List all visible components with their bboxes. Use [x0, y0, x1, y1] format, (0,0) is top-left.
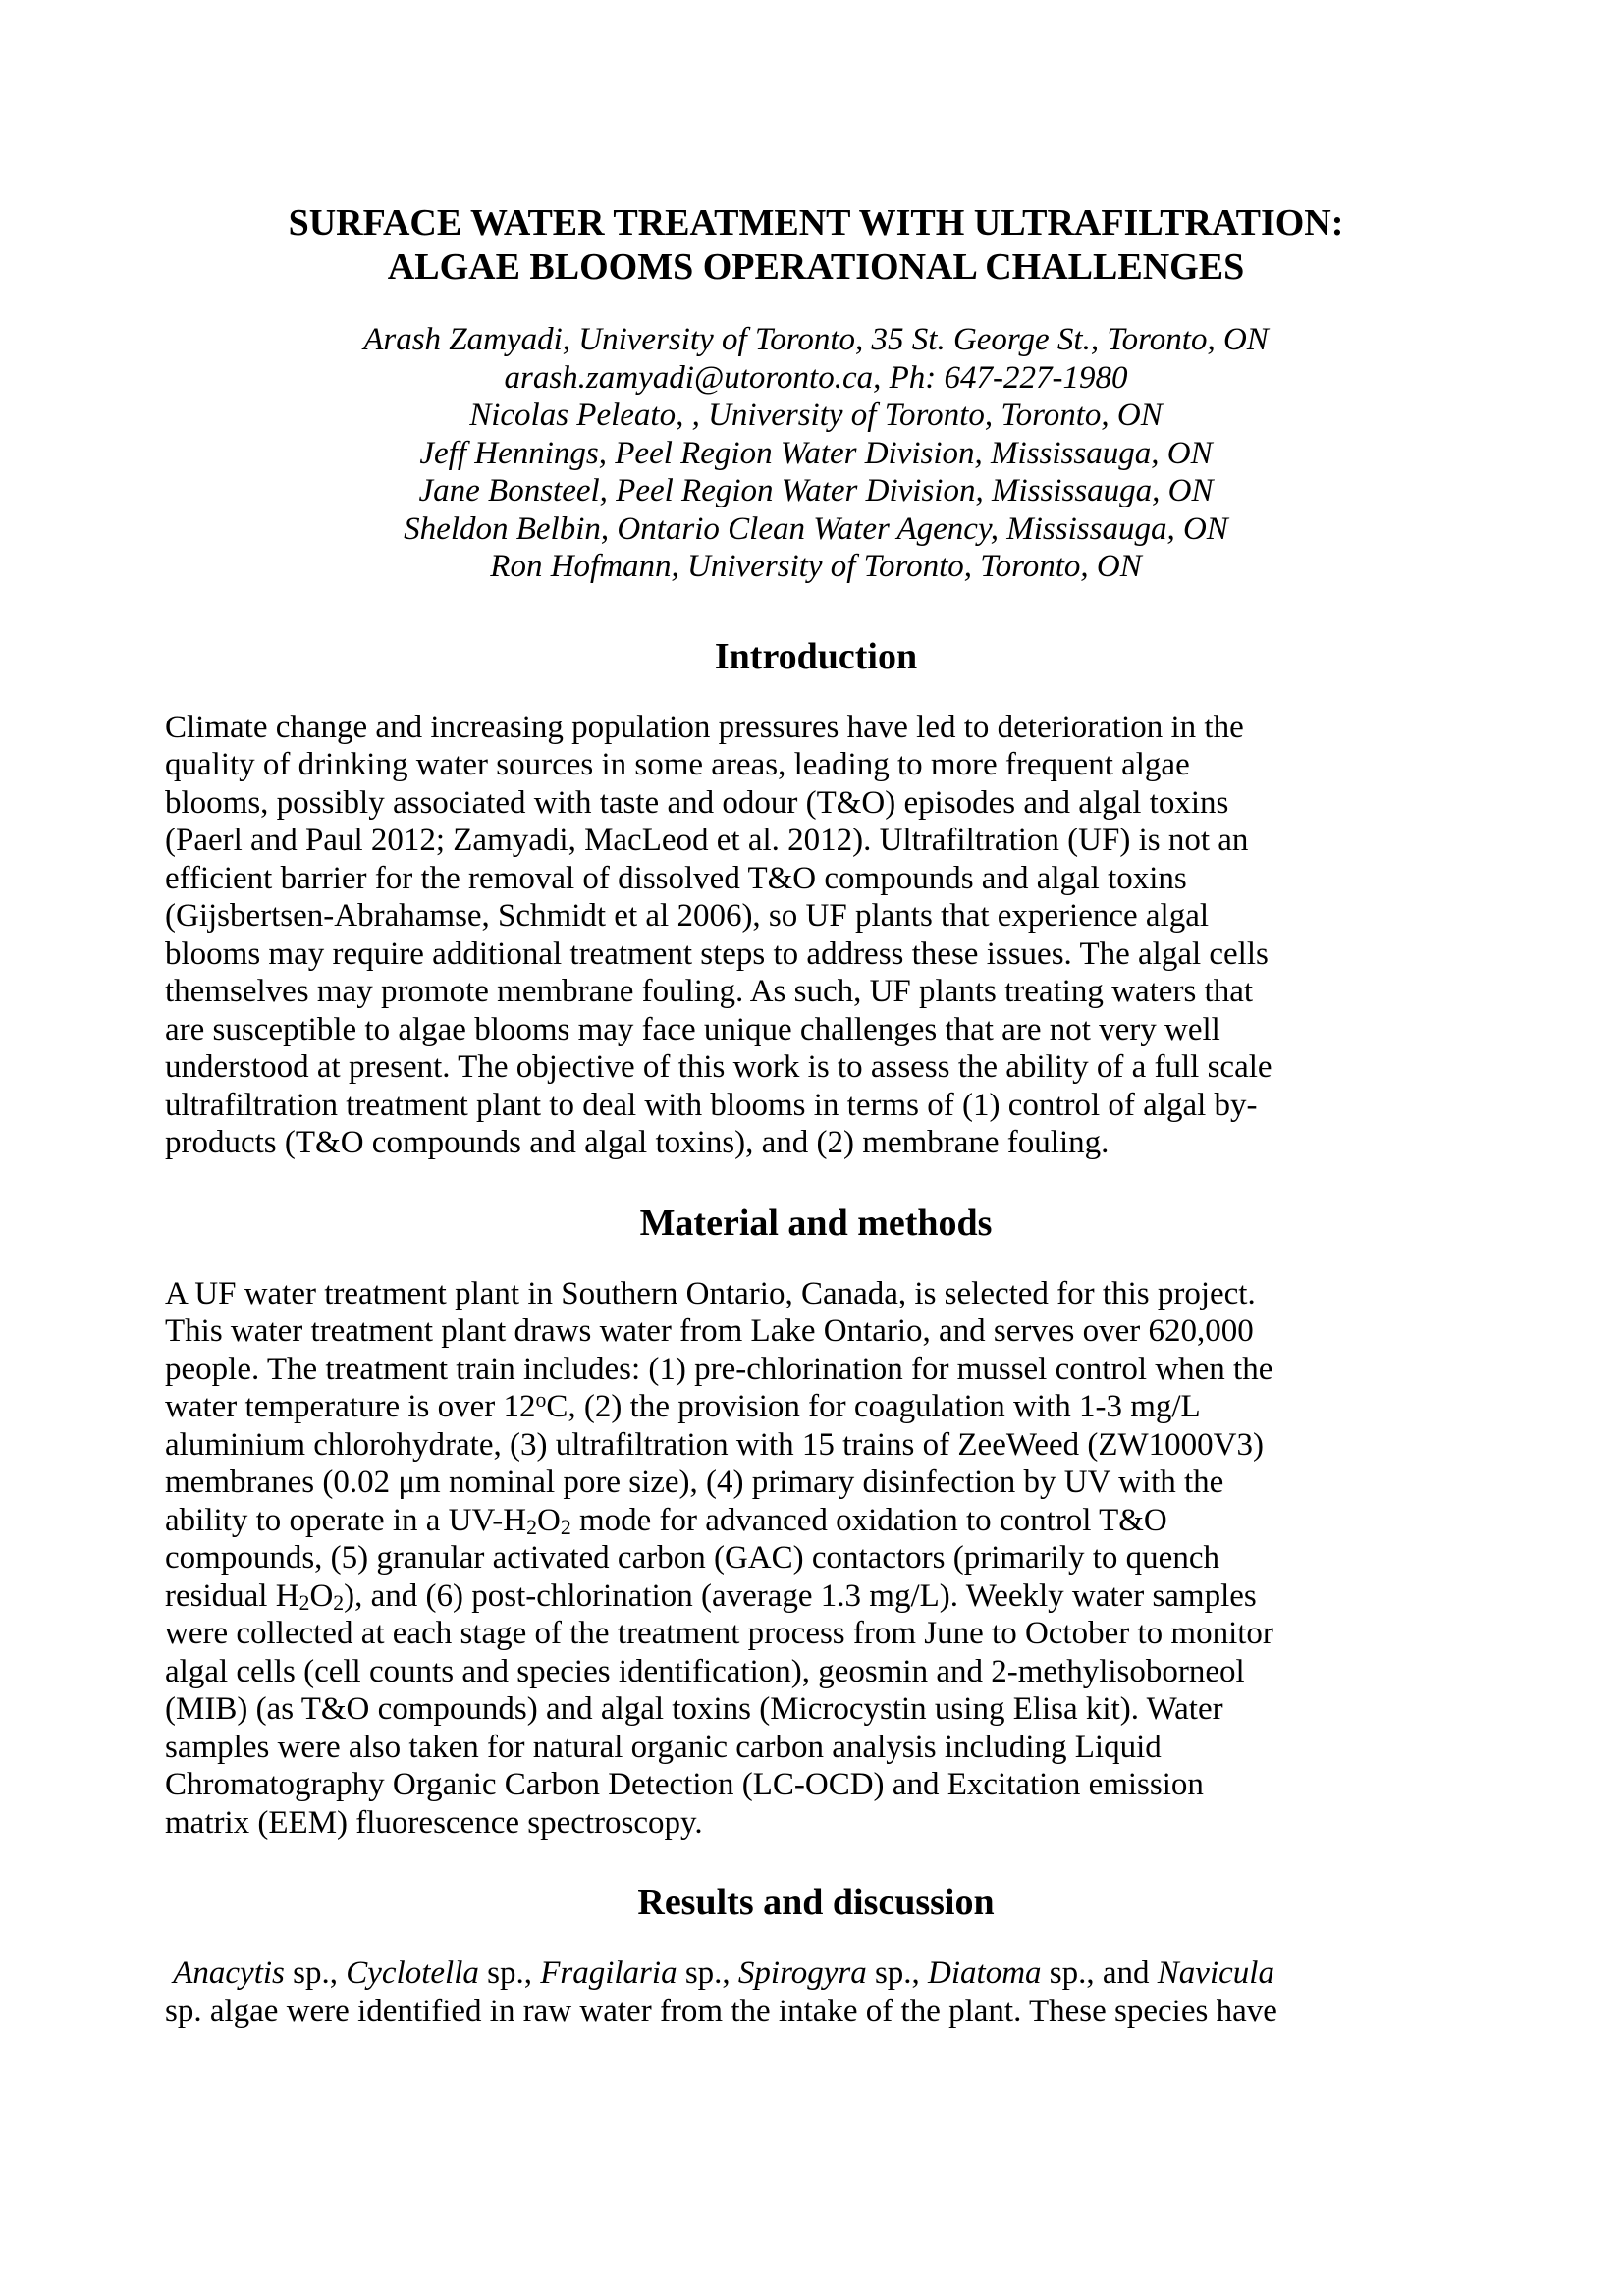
- author-line: arash.zamyadi@utoronto.ca, Ph: 647-227-1980: [504, 359, 1128, 396]
- author-block: [165, 321, 1467, 586]
- paragraph-line: understood at present. The objective of this work is to assess the ability of a full scale: [165, 1049, 1272, 1085]
- paper-title-line-1: SURFACE WATER TREATMENT WITH ULTRAFILTRATION:: [288, 202, 1344, 243]
- paragraph-line: membranes (0.02 μm nominal pore size), (4) primary disinfection by UV with the: [165, 1465, 1224, 1500]
- paragraph-line: were collected at each stage of the treatment process from June to October to monitor: [165, 1616, 1273, 1651]
- paragraph-line: blooms may require additional treatment steps to address these issues. The algal cells: [165, 935, 1269, 972]
- paragraph-line: matrix (EEM) fluorescence spectroscopy.: [165, 1804, 703, 1841]
- paragraph-line: blooms, possibly associated with taste and odour (T&O) episodes and algal toxins: [165, 784, 1229, 821]
- paragraph-line: Climate change and increasing population pressures have led to deterioration in the: [165, 709, 1244, 745]
- paragraph-line: residual $H_2O_2$), and (6) post-chlorination (average 1.3 mg/L). Weekly water samples: [165, 1577, 1257, 1615]
- author-line: Jeff Hennings, Peel Region Water Division, Mississauga, ON: [419, 435, 1213, 471]
- paragraph-line: themselves may promote membrane fouling. As such, UF plants treating waters that: [165, 974, 1254, 1009]
- paragraph-line: (Gijsbertsen-Abrahamse, Schmidt et al 2006), so UF plants that experience algal: [165, 898, 1210, 934]
- paragraph: [165, 709, 1467, 1162]
- section-heading: Material and methods: [639, 1201, 993, 1244]
- paper-title-line-2: ALGAE BLOOMS OPERATIONAL CHALLENGES: [387, 246, 1245, 288]
- paragraph-line: samples were also taken for natural organic carbon analysis including Liquid: [165, 1729, 1162, 1765]
- paragraph-line: A UF water treatment plant in Southern Ontario, Canada, is selected for this project.: [165, 1275, 1256, 1311]
- paragraph-line: (MIB) (as T&O compounds) and algal toxins (Microcystin using Elisa kit). Water: [165, 1691, 1223, 1727]
- author-line: Ron Hofmann, University of Toronto, Toronto, ON: [490, 549, 1142, 584]
- paragraph-line: ability to operate in a $UV-H_2O_2$ mode for advanced oxidation to control T&O: [165, 1502, 1167, 1539]
- paragraph-line: water temperature is over 12$^o$C, (2) the provision for coagulation with 1-3 mg/L: [165, 1388, 1201, 1424]
- paragraph-line: aluminium chlorohydrate, (3) ultrafiltration with 15 trains of ZeeWeed (ZW1000V3): [165, 1426, 1265, 1463]
- paragraph: [165, 1275, 1467, 1842]
- paragraph-line: sp. algae were identified in raw water from the intake of the plant. These species have: [165, 1993, 1277, 2029]
- paragraph-line: quality of drinking water sources in some areas, leading to more frequent algae: [165, 747, 1190, 782]
- author-line: Sheldon Belbin, Ontario Clean Water Agency, Mississauga, ON: [404, 510, 1228, 547]
- paragraph-line: algal cells (cell counts and species identification), geosmin and 2-methylisoborneol: [165, 1653, 1245, 1689]
- paragraph: [165, 1954, 1467, 2030]
- document-content: [0, 201, 1624, 2030]
- author-line: Arash Zamyadi, University of Toronto, 35 St. George St., Toronto, ON: [363, 322, 1269, 357]
- paragraph-line: people. The treatment train includes: (1) pre-chlorination for mussel control when the: [165, 1351, 1273, 1387]
- paragraph-line: Anacytis sp., Cyclotella sp., Fragilaria sp., Spirogyra sp., Diatoma sp., and Navicula: [173, 1955, 1274, 1991]
- paragraph-line: Chromatography Organic Carbon Detection (LC-OCD) and Excitation emission: [165, 1767, 1204, 1802]
- paragraph-line: This water treatment plant draws water from Lake Ontario, and serves over 620,000: [165, 1313, 1254, 1349]
- paragraph-line: are susceptible to algae blooms may face unique challenges that are not very well: [165, 1011, 1220, 1047]
- paragraph-line: ultrafiltration treatment plant to deal with blooms in terms of (1) control of algal by-: [165, 1087, 1258, 1123]
- author-line: Jane Bonsteel, Peel Region Water Division, Mississauga, ON: [418, 473, 1214, 508]
- paragraph-line: products (T&O compounds and algal toxins), and (2) membrane fouling.: [165, 1125, 1110, 1160]
- paragraph-line: (Paerl and Paul 2012; Zamyadi, MacLeod et al. 2012). Ultrafiltration (UF) is not an: [165, 823, 1249, 858]
- paragraph-line: compounds, (5) granular activated carbon (GAC) contactors (primarily to quench: [165, 1540, 1219, 1575]
- section-heading: Introduction: [714, 635, 918, 677]
- section-heading: Results and discussion: [637, 1882, 995, 1923]
- author-line: Nicolas Peleato, , University of Toronto, Toronto, ON: [469, 398, 1163, 433]
- paragraph-line: efficient barrier for the removal of dissolved T&O compounds and algal toxins: [165, 860, 1187, 896]
- paper-title: [165, 201, 1467, 290]
- document-body: [165, 635, 1467, 2031]
